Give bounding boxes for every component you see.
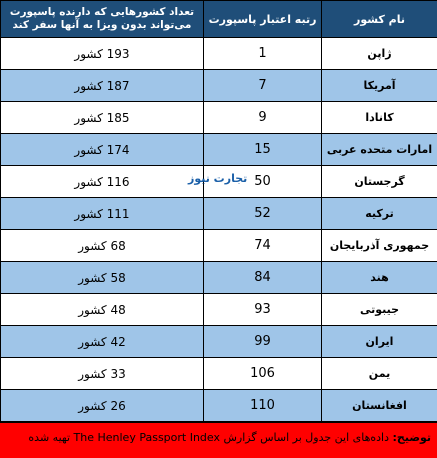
table-row xyxy=(1,358,437,390)
rank-cell: 74 xyxy=(204,230,322,262)
country-cell: یمن xyxy=(322,358,437,390)
country-cell: گرجستان xyxy=(322,166,437,198)
country-cell: کانادا xyxy=(322,102,437,134)
footnote-text xyxy=(28,431,431,444)
footnote-bar xyxy=(0,422,437,458)
visa-free-count-cell: 116 کشور xyxy=(1,166,204,198)
table-row xyxy=(1,198,437,230)
rank-cell: 84 xyxy=(204,262,322,294)
site-watermark-logo: تجارت نیوز xyxy=(188,172,248,185)
visa-free-count-cell: 33 کشور xyxy=(1,358,204,390)
table-row xyxy=(1,230,437,262)
country-cell: ایران xyxy=(322,326,437,358)
country-cell: هند xyxy=(322,262,437,294)
table-row xyxy=(1,294,437,326)
rank-cell: 106 xyxy=(204,358,322,390)
country-cell: ژاپن xyxy=(322,38,437,70)
table-row xyxy=(1,390,437,422)
rank-cell: 9 xyxy=(204,102,322,134)
visa-free-count-cell: 48 کشور xyxy=(1,294,204,326)
table-row xyxy=(1,262,437,294)
visa-free-count-cell: 26 کشور xyxy=(1,390,204,422)
table-header-row xyxy=(1,1,437,38)
header-visa-free-count: تعداد کشورهایی که دارنده پاسپورت می‌تواند بدون ویزا به آنها سفر کند xyxy=(1,1,204,38)
table-row xyxy=(1,326,437,358)
table-row xyxy=(1,102,437,134)
visa-free-count-cell: 187 کشور xyxy=(1,70,204,102)
rank-cell: 7 xyxy=(204,70,322,102)
visa-free-count-cell: 58 کشور xyxy=(1,262,204,294)
rank-cell: 93 xyxy=(204,294,322,326)
rank-cell: 99 xyxy=(204,326,322,358)
rank-cell: 52 xyxy=(204,198,322,230)
table-row xyxy=(1,134,437,166)
table-row xyxy=(1,70,437,102)
table-row xyxy=(1,38,437,70)
rank-cell: 1 xyxy=(204,38,322,70)
country-cell: جمهوری آذربایجان xyxy=(322,230,437,262)
visa-free-count-cell: 68 کشور xyxy=(1,230,204,262)
rank-cell: 15 xyxy=(204,134,322,166)
rank-cell: 50 xyxy=(204,166,322,198)
rank-cell: 110 xyxy=(204,390,322,422)
country-cell: آمریکا xyxy=(322,70,437,102)
visa-free-count-cell: 42 کشور xyxy=(1,326,204,358)
visa-free-count-cell: 193 کشور xyxy=(1,38,204,70)
visa-free-count-cell: 174 کشور xyxy=(1,134,204,166)
visa-free-count-cell: 111 کشور xyxy=(1,198,204,230)
header-country-name: نام کشور xyxy=(322,1,437,38)
footnote-label: توضیح: xyxy=(392,431,431,444)
footnote-body: داده‌های این جدول بر اساس گزارش The Henley Passport Index تهیه شده xyxy=(28,431,390,444)
country-cell: ترکیه xyxy=(322,198,437,230)
country-cell: جیبوتی xyxy=(322,294,437,326)
visa-free-count-cell: 185 کشور xyxy=(1,102,204,134)
country-cell: امارات متحده عربی xyxy=(322,134,437,166)
country-cell: افغانستان xyxy=(322,390,437,422)
header-passport-rank: رتبه اعتبار پاسپورت xyxy=(204,1,322,38)
